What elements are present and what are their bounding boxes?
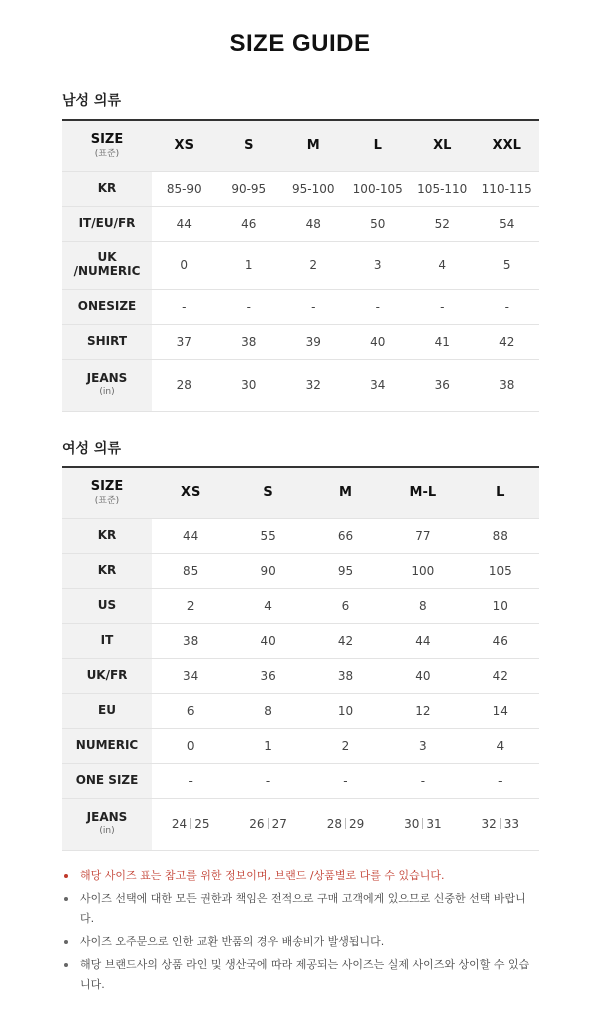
table-cell: 38: [307, 658, 384, 693]
table-cell: 50: [346, 206, 411, 241]
table-cell: -: [346, 289, 411, 324]
jeans-size-value: 26: [249, 817, 265, 831]
table-cell: 32: [281, 359, 346, 411]
row-label-line: /NUMERIC: [73, 264, 141, 278]
table-row: [62, 763, 539, 798]
row-label: UK/FR: [62, 658, 152, 693]
table-cell: 5: [475, 241, 540, 289]
size-column-header: XXL: [475, 120, 540, 171]
table-cell: 44: [384, 623, 461, 658]
jeans-size-value: 30: [404, 817, 420, 831]
table-row: [62, 241, 539, 289]
size-header-label: SIZE: [90, 478, 124, 494]
note-item: 해당 브랜드사의 상품 라인 및 생산국에 따라 제공되는 사이즈는 실제 사이즈와 상이할 수 있습니다.: [62, 955, 532, 995]
table-cell: 1: [229, 728, 306, 763]
table-row: [62, 171, 539, 206]
pair-divider: [190, 818, 191, 829]
table-cell: 85-90: [152, 171, 217, 206]
table-cell: 8: [229, 693, 306, 728]
table-row: [62, 206, 539, 241]
page-title: SIZE GUIDE: [229, 30, 371, 57]
size-column-header: L: [346, 120, 411, 171]
table-cell: 38: [217, 324, 282, 359]
row-label: ONE SIZE: [62, 763, 152, 798]
table-header-row: [62, 120, 539, 171]
women-section-title: 여성 의류: [62, 441, 121, 457]
table-cell: 48: [281, 206, 346, 241]
table-cell: -: [229, 763, 306, 798]
table-cell: 12: [384, 693, 461, 728]
table-cell: 42: [475, 324, 540, 359]
table-cell: 2: [281, 241, 346, 289]
table-cell: 77: [384, 518, 461, 553]
table-cell: 46: [217, 206, 282, 241]
row-label: [62, 359, 152, 411]
women-size-table: [62, 466, 539, 851]
table-cell: -: [281, 289, 346, 324]
size-header-sublabel: (표준): [94, 148, 120, 159]
table-cell: 40: [229, 623, 306, 658]
row-label: KR: [62, 553, 152, 588]
pair-divider: [345, 818, 346, 829]
table-cell: 0: [152, 241, 217, 289]
table-cell: 100: [384, 553, 461, 588]
jeans-size-value: 31: [426, 817, 442, 831]
jeans-size-pair: [152, 798, 229, 850]
table-cell: 90: [229, 553, 306, 588]
size-column-header: M: [307, 467, 384, 518]
table-cell: 37: [152, 324, 217, 359]
size-column-header: M: [281, 120, 346, 171]
table-cell: -: [410, 289, 475, 324]
size-header-cell: [62, 120, 152, 171]
size-column-header: S: [229, 467, 306, 518]
table-cell: 44: [152, 206, 217, 241]
table-cell: 95-100: [281, 171, 346, 206]
table-cell: 95: [307, 553, 384, 588]
row-label: [62, 241, 152, 289]
row-label: KR: [62, 171, 152, 206]
table-cell: 105-110: [410, 171, 475, 206]
table-row: [62, 798, 539, 850]
table-cell: 66: [307, 518, 384, 553]
table-row: [62, 553, 539, 588]
row-label: IT: [62, 623, 152, 658]
row-label: EU: [62, 693, 152, 728]
row-label-sub: (in): [99, 387, 115, 398]
pair-divider: [422, 818, 423, 829]
table-row: [62, 588, 539, 623]
row-label: [62, 798, 152, 850]
table-cell: 42: [462, 658, 539, 693]
jeans-size-value: 27: [271, 817, 287, 831]
row-label: NUMERIC: [62, 728, 152, 763]
row-label-main: JEANS: [86, 371, 128, 386]
size-column-header: XS: [152, 467, 229, 518]
table-row: [62, 518, 539, 553]
table-row: [62, 623, 539, 658]
table-cell: -: [475, 289, 540, 324]
table-cell: 100-105: [346, 171, 411, 206]
jeans-size-value: 25: [194, 817, 210, 831]
size-column-header: M-L: [384, 467, 461, 518]
pair-divider: [500, 818, 501, 829]
row-label-line: UK: [97, 250, 117, 265]
table-cell: 6: [307, 588, 384, 623]
jeans-size-value: 32: [481, 817, 497, 831]
table-cell: -: [307, 763, 384, 798]
table-cell: 2: [307, 728, 384, 763]
table-header-row: [62, 467, 539, 518]
table-cell: 14: [462, 693, 539, 728]
table-cell: 54: [475, 206, 540, 241]
notes-list: [62, 866, 532, 998]
table-cell: 38: [152, 623, 229, 658]
table-cell: 105: [462, 553, 539, 588]
table-cell: 88: [462, 518, 539, 553]
table-cell: 30: [217, 359, 282, 411]
table-cell: 10: [462, 588, 539, 623]
row-label: IT/EU/FR: [62, 206, 152, 241]
row-label: ONESIZE: [62, 289, 152, 324]
table-cell: 0: [152, 728, 229, 763]
table-cell: -: [462, 763, 539, 798]
jeans-size-value: 24: [171, 817, 188, 831]
table-cell: -: [217, 289, 282, 324]
jeans-size-pair: [462, 798, 539, 850]
jeans-size-pair: [307, 798, 384, 850]
table-cell: -: [152, 763, 229, 798]
size-column-header: L: [462, 467, 539, 518]
table-cell: 28: [152, 359, 217, 411]
table-cell: 3: [384, 728, 461, 763]
size-header-cell: [62, 467, 152, 518]
table-cell: 85: [152, 553, 229, 588]
table-row: [62, 728, 539, 763]
size-column-header: XL: [410, 120, 475, 171]
jeans-size-value: 33: [503, 817, 520, 831]
table-cell: 4: [410, 241, 475, 289]
table-row: [62, 658, 539, 693]
table-row: [62, 693, 539, 728]
table-cell: 40: [384, 658, 461, 693]
pair-divider: [268, 818, 269, 829]
table-row: [62, 289, 539, 324]
size-header-label: SIZE: [90, 131, 124, 147]
men-section-title: 남성 의류: [62, 93, 121, 109]
table-row: [62, 359, 539, 411]
table-cell: 8: [384, 588, 461, 623]
jeans-size-pair: [229, 798, 306, 850]
size-column-header: XS: [152, 120, 217, 171]
size-column-header: S: [217, 120, 282, 171]
table-cell: 38: [475, 359, 540, 411]
note-item: 사이즈 선택에 대한 모든 권한과 책임은 전적으로 구매 고객에게 있으므로 신중한 선택 바랍니다.: [62, 889, 532, 929]
table-cell: 36: [229, 658, 306, 693]
note-item: 사이즈 오주문으로 인한 교환 반품의 경우 배송비가 발생됩니다.: [62, 932, 532, 952]
table-cell: -: [152, 289, 217, 324]
table-cell: -: [384, 763, 461, 798]
table-cell: 6: [152, 693, 229, 728]
table-cell: 34: [346, 359, 411, 411]
table-cell: 34: [152, 658, 229, 693]
table-row: [62, 324, 539, 359]
size-header-sublabel: (표준): [94, 495, 120, 506]
row-label: KR: [62, 518, 152, 553]
table-cell: 3: [346, 241, 411, 289]
table-cell: 90-95: [217, 171, 282, 206]
table-cell: 40: [346, 324, 411, 359]
table-cell: 39: [281, 324, 346, 359]
table-cell: 4: [229, 588, 306, 623]
table-cell: 36: [410, 359, 475, 411]
row-label-main: JEANS: [86, 810, 128, 825]
table-cell: 41: [410, 324, 475, 359]
table-cell: 52: [410, 206, 475, 241]
table-cell: 4: [462, 728, 539, 763]
table-cell: 110-115: [475, 171, 540, 206]
table-cell: 46: [462, 623, 539, 658]
note-item-warning: 해당 사이즈 표는 참고를 위한 정보이며, 브랜드 /상품별로 다를 수 있습니다.: [62, 866, 532, 886]
table-cell: 44: [152, 518, 229, 553]
jeans-size-value: 29: [348, 817, 365, 831]
table-cell: 1: [217, 241, 282, 289]
row-label-sub: (in): [99, 826, 115, 837]
row-label: US: [62, 588, 152, 623]
jeans-size-value: 28: [326, 817, 342, 831]
jeans-size-pair: [384, 798, 461, 850]
table-cell: 2: [152, 588, 229, 623]
table-cell: 10: [307, 693, 384, 728]
table-cell: 42: [307, 623, 384, 658]
row-label: SHIRT: [62, 324, 152, 359]
men-size-table: [62, 119, 539, 412]
table-cell: 55: [229, 518, 306, 553]
